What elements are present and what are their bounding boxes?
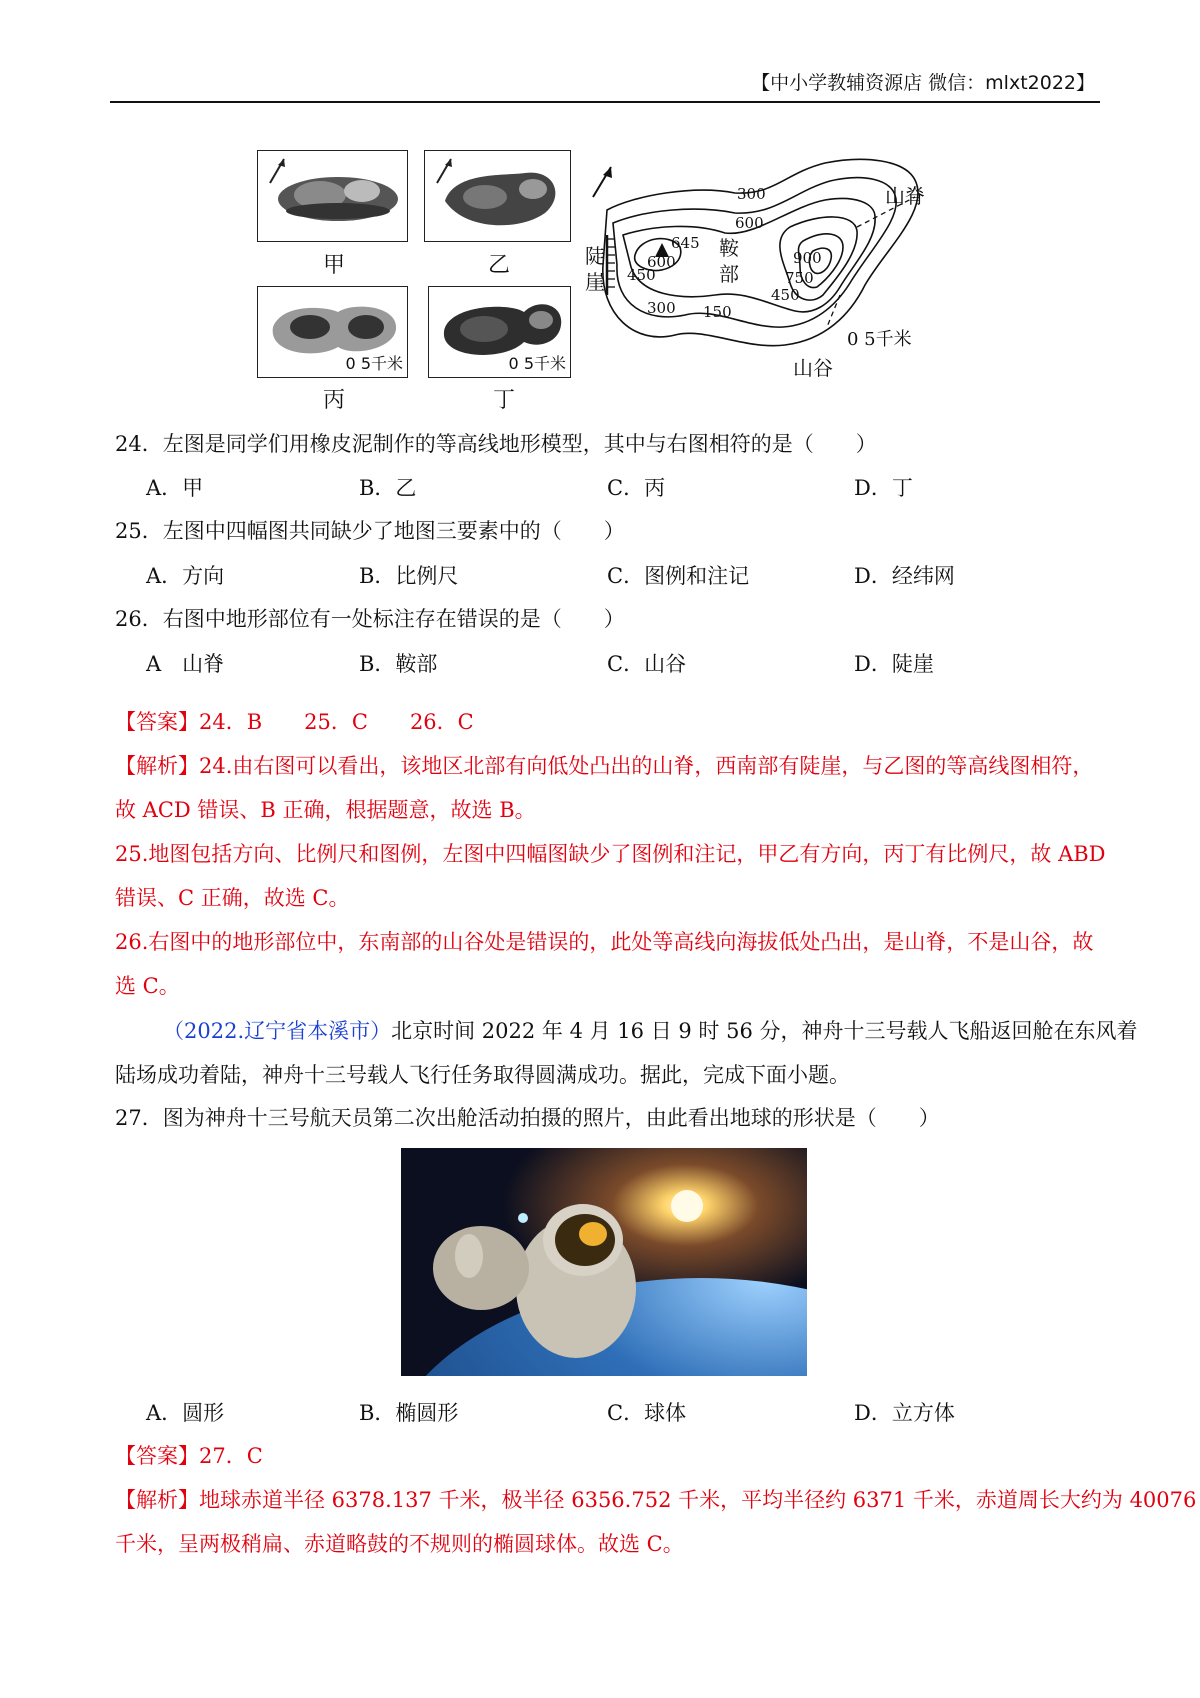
cliff-label-1: 陡 (585, 244, 605, 268)
q26-option-a[interactable]: A 山脊 (146, 652, 225, 676)
astronaut-photo-image (401, 1148, 807, 1376)
scale-bar: 0 5千米 (345, 354, 403, 373)
answer-tag: 【答案】 (115, 710, 199, 734)
model-yi-label: 乙 (488, 253, 511, 278)
answer-text: 27．C (199, 1444, 263, 1468)
analysis-line: 错误、C 正确，故选 C。 (115, 886, 350, 910)
answer-tag: 【答案】 (115, 1444, 199, 1468)
answer-block-1 (115, 706, 474, 736)
model-yi (424, 150, 571, 242)
source-tag: （2022.辽宁省本溪市） (163, 1019, 392, 1043)
q26-option-c[interactable]: C．山谷 (607, 652, 687, 676)
q24-option-c[interactable]: C．丙 (607, 476, 666, 500)
contour-map (585, 155, 955, 395)
model-jia-label: 甲 (323, 253, 346, 278)
north-arrow-icon (270, 159, 285, 183)
context-text: 北京时间 2022 年 4 月 16 日 9 时 56 分，神舟十三号载人飞船返回舱在东风着 (391, 1019, 1138, 1043)
context-line-2: 陆场成功着陆，神舟十三号载人飞行任务取得圆满成功。据此，完成下面小题。 (115, 1063, 850, 1087)
analysis-text: 地球赤道半径 6378.137 千米，极半径 6356.752 千米，平均半径约 6371 千米，赤道周长大约为 40076 (199, 1488, 1197, 1512)
q24-option-a[interactable]: A．甲 (146, 476, 204, 500)
analysis-tag: 【解析】 (115, 1488, 199, 1512)
analysis-tag: 【解析】 (115, 754, 199, 778)
analysis-line: 选 C。 (115, 974, 180, 998)
elevation-label: 150 (703, 303, 732, 321)
valley-label: 山谷 (793, 356, 833, 380)
header-text: 【中小学教辅资源店 微信：mlxt2022】 (751, 72, 1095, 94)
answer-block-2 (115, 1440, 263, 1470)
q27-option-b[interactable]: B．椭圆形 (359, 1401, 459, 1425)
q27-option-d[interactable]: D．立方体 (854, 1401, 955, 1425)
analysis-line: 26.右图中的地形部位中，东南部的山谷处是错误的，此处等高线向海拔低处凸出，是山脊，不是山谷，故 (115, 930, 1094, 954)
ridge-label: 山脊 (885, 184, 925, 208)
q24-option-b[interactable]: B．乙 (359, 476, 417, 500)
q25-option-a[interactable]: A．方向 (146, 564, 225, 588)
elevation-label: 450 (771, 286, 800, 304)
north-arrow-icon (437, 159, 452, 183)
analysis-line: 25.地图包括方向、比例尺和图例，左图中四幅图缺少了图例和注记，甲乙有方向，丙丁有比例尺，故 ABD (115, 842, 1106, 866)
model-jia (257, 150, 408, 242)
astronaut-photo (401, 1148, 807, 1376)
model-jia-image (258, 151, 407, 241)
q24-stem: 24．左图是同学们用橡皮泥制作的等高线地形模型，其中与右图相符的是（ ） (115, 432, 877, 456)
model-ding-label: 丁 (493, 388, 516, 413)
model-yi-image (425, 151, 570, 241)
q27-option-a[interactable]: A．圆形 (146, 1401, 225, 1425)
elevation-label: 300 (647, 299, 676, 317)
q25-option-b[interactable]: B．比例尺 (359, 564, 459, 588)
q25-option-c[interactable]: C．图例和注记 (607, 564, 750, 588)
q25-stem: 25．左图中四幅图共同缺少了地图三要素中的（ ） (115, 519, 625, 543)
elevation-label: 450 (627, 266, 656, 284)
model-bing-label: 丙 (323, 388, 346, 413)
elevation-label: 600 (735, 214, 764, 232)
q26-stem: 26．右图中地形部位有一处标注存在错误的是（ ） (115, 607, 625, 631)
analysis-line (115, 750, 1093, 780)
analysis-text: 24.由右图可以看出，该地区北部有向低处凸出的山脊，西南部有陡崖，与乙图的等高线图相符， (199, 754, 1094, 778)
analysis-line: 故 ACD 错误、B 正确，根据题意，故选 B。 (115, 798, 536, 822)
analysis-line (115, 1484, 1196, 1514)
elevation-label: 900 (793, 249, 822, 267)
q26-option-d[interactable]: D．陡崖 (854, 652, 934, 676)
scale-bar: 0 5千米 (847, 329, 912, 350)
q25-option-d[interactable]: D．经纬网 (854, 564, 955, 588)
elevation-label: 300 (737, 185, 766, 203)
cliff-label-2: 崖 (585, 270, 605, 294)
model-ding (428, 286, 571, 378)
analysis-line: 千米，呈两极稍扁、赤道略鼓的不规则的椭圆球体。故选 C。 (115, 1532, 684, 1556)
saddle-label-2: 部 (719, 262, 739, 286)
north-arrow-icon (593, 167, 612, 197)
q27-stem: 27．图为神舟十三号航天员第二次出舱活动拍摄的照片，由此看出地球的形状是（ ） (115, 1106, 940, 1130)
answer-text: 24．B 25．C 26．C (199, 710, 474, 734)
q26-option-b[interactable]: B．鞍部 (359, 652, 438, 676)
context-line-1 (163, 1015, 1137, 1045)
saddle-label-1: 鞍 (719, 236, 739, 260)
q24-option-d[interactable]: D．丁 (854, 476, 913, 500)
q27-option-c[interactable]: C．球体 (607, 1401, 687, 1425)
elevation-label: 750 (785, 269, 814, 287)
elevation-label: 645 (671, 234, 700, 252)
header-rule (110, 101, 1100, 103)
model-bing (257, 286, 408, 378)
scale-bar: 0 5千米 (508, 354, 566, 373)
elevation-label: 600 (647, 253, 676, 271)
